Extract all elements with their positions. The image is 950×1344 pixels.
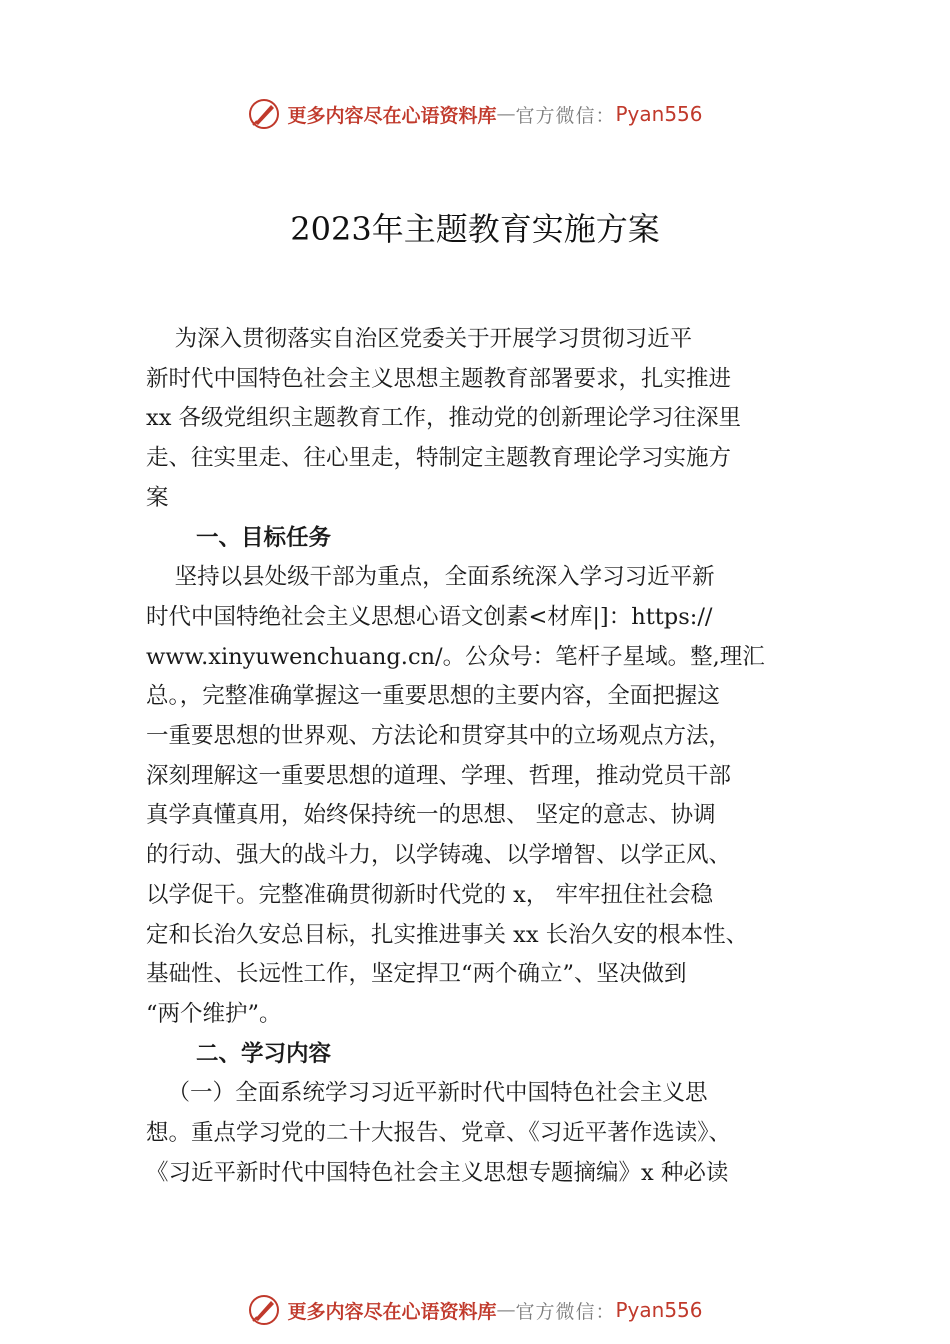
body-line: xx 各级党组织主题教育工作，推动党的创新理论学习往深里 (146, 405, 742, 432)
body-line: （一）全面系统学习习近平新时代中国特色社会主义思 (146, 1080, 708, 1107)
watermark-dash: — (496, 103, 516, 125)
body-line: 新时代中国特色社会主义思想主题教育部署要求，扎实推进 (146, 365, 732, 392)
watermark-footer (0, 1290, 950, 1330)
section-heading: 一、目标任务 (196, 524, 332, 551)
body-line: 坚持以县处级干部为重点，全面系统深入学习习近平新 (146, 564, 715, 591)
body-line: 一重要思想的世界观、方法论和贯穿其中的立场观点方法， (146, 723, 732, 750)
watermark-wechat-id: Pyan556 (615, 1298, 703, 1322)
body-line: 走、往实里走、往心里走，特制定主题教育理论学习实施方 (146, 445, 732, 472)
watermark-wechat-label: 官方微信： (515, 1300, 616, 1323)
watermark-dash: — (496, 1299, 516, 1321)
watermark-wechat-label: 官方微信： (515, 104, 616, 127)
document-body (146, 320, 811, 1193)
body-line: 总。，完整准确掌握这一重要思想的主要内容，全面把握这 (146, 683, 720, 710)
body-line: 深刻理解这一重要思想的道理、学理、哲理，推动党员干部 (146, 762, 732, 789)
body-line: 真学真懂真用，始终保持统一的思想、 坚定的意志、协调 (146, 802, 716, 829)
quill-logo-icon (247, 1293, 281, 1327)
body-line: “两个维护”。 (146, 1000, 282, 1027)
body-line: 案 (146, 484, 169, 511)
watermark-header (0, 94, 950, 134)
watermark-text: 更多内容尽在心语资料库 (287, 104, 497, 127)
body-line: 为深入贯彻落实自治区党委关于开展学习贯彻习近平 (146, 326, 693, 352)
body-line: 《习近平新时代中国特色社会主义思想专题摘编》x 种必读 (146, 1159, 729, 1186)
body-line: 想。重点学习党的二十大报告、党章、《习近平著作选读》、 (146, 1120, 732, 1147)
watermark-text: 更多内容尽在心语资料库 (287, 1300, 497, 1323)
body-line: 的行动、强大的战斗力，以学铸魂、以学增智、以学正风、 (146, 842, 732, 869)
body-line: 基础性、长远性工作，坚定捍卫“两个确立”、坚决做到 (146, 961, 687, 988)
watermark-wechat-id: Pyan556 (615, 102, 703, 126)
body-line: www.xinyuwenchuang.cn/。公众号：笔杆子星域。整,理汇 (146, 643, 765, 670)
body-line: 时代中国特绝社会主义思想心语文创素<材库|]：https:// (146, 603, 713, 630)
quill-logo-icon (247, 97, 281, 131)
body-line: 以学促干。完整准确贯彻新时代党的 x， 牢牢扭住社会稳 (146, 881, 713, 908)
body-line: 定和长治久安总目标，扎实推进事关 xx 长治久安的根本性、 (146, 921, 749, 948)
section-heading: 二、学习内容 (196, 1040, 332, 1067)
document-title: 2023年主题教育实施方案 (290, 210, 660, 248)
